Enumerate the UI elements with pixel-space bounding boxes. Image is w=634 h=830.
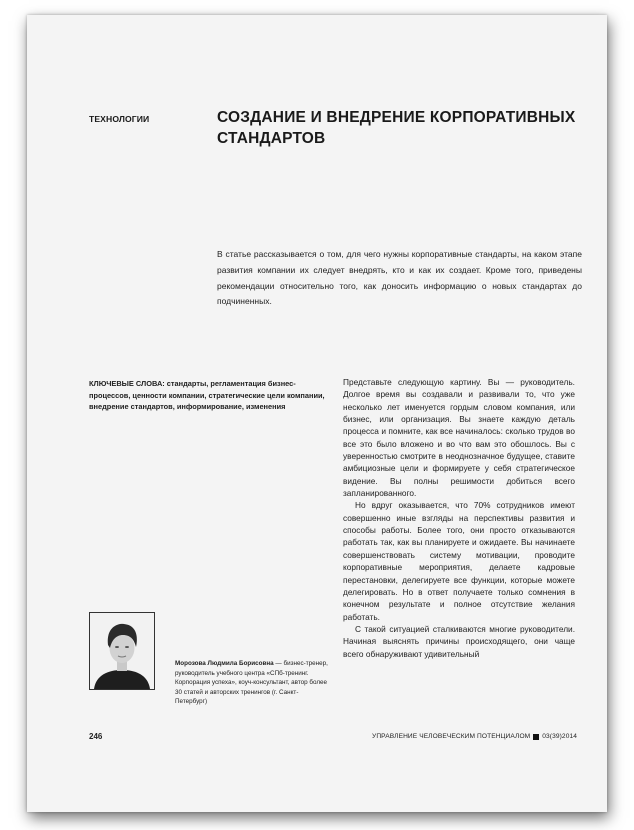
body-paragraph: Но вдруг оказывается, что 70% сотрудников имеют совершенно иные взгляды на перспективы развития и способы работы. Более того, они просто отказываются работать так, как вы планируете и ожидаете. Вы начинаете совершенствовать систему мотивации, проводите корпоративные мероприятия, делаете кадровые перестановки, делегируете все функции, которые можете делегировать. Но в ответ получаете только сомнения в конечном результате и полное отсутствие желания работать. bbox=[343, 500, 575, 622]
square-separator-icon bbox=[533, 734, 539, 740]
author-portrait-icon bbox=[90, 613, 154, 689]
body-paragraph: Представьте следующую картину. Вы — руководитель. Долгое время вы создавали и развивали то, что уже несколько лет именуется гордым словом компания, или бизнес, или организация. Вы знаете каждую деталь процесса и помните, как все начиналось: сколько трудов во все это было вложено и во что вам это обошлось. Вы с уверенностью смотрите в неоднозначное будущее, ставите амбициозные цели и формируете у себя стратегическое видение. Вы полны решимости добиться всего запланированного. bbox=[343, 377, 575, 499]
author-info bbox=[175, 659, 330, 707]
journal-name: УПРАВЛЕНИЕ ЧЕЛОВЕЧЕСКИМ ПОТЕНЦИАЛОМ bbox=[372, 733, 531, 740]
author-bio: — бизнес-тренер, руководитель учебного центра «СПб-тренинг. Корпорация успеха», коуч-консультант, автор более 30 статей и авторских тренингов (г. Санкт-Петербург) bbox=[175, 660, 328, 706]
title-line-1: СОЗДАНИЕ И ВНЕДРЕНИЕ КОРПОРАТИВНЫХ bbox=[217, 109, 576, 126]
keywords: КЛЮЧЕВЫЕ СЛОВА: стандарты, регламентация бизнес-процессов, ценности компании, стратегические цели компании, внедрение стандартов, информирование, изменения bbox=[89, 379, 325, 412]
body-paragraph: С такой ситуацией сталкиваются многие руководители. Начиная выяснять причины происходящего, они чаще всего обнаруживают удивительный bbox=[343, 623, 575, 659]
article-body bbox=[343, 376, 575, 660]
author-photo bbox=[89, 612, 155, 690]
title-line-2: СТАНДАРТОВ bbox=[217, 130, 326, 147]
section-label: ТЕХНОЛОГИИ bbox=[89, 114, 150, 124]
issue-number: 03(39)2014 bbox=[542, 733, 577, 740]
journal-page bbox=[27, 15, 607, 812]
author-name: Морозова Людмила Борисовна bbox=[175, 660, 274, 667]
article-lead: В статье рассказывается о том, для чего нужны корпоративные стандарты, на каком этапе развития компании их следует внедрять, кто и как их создает. Кроме того, приведены рекомендации относительно того, как доносить информацию о новых стандартах до подчиненных. bbox=[217, 249, 582, 307]
running-footer bbox=[372, 733, 577, 740]
article-title bbox=[217, 107, 577, 149]
page-number: 246 bbox=[89, 732, 103, 741]
